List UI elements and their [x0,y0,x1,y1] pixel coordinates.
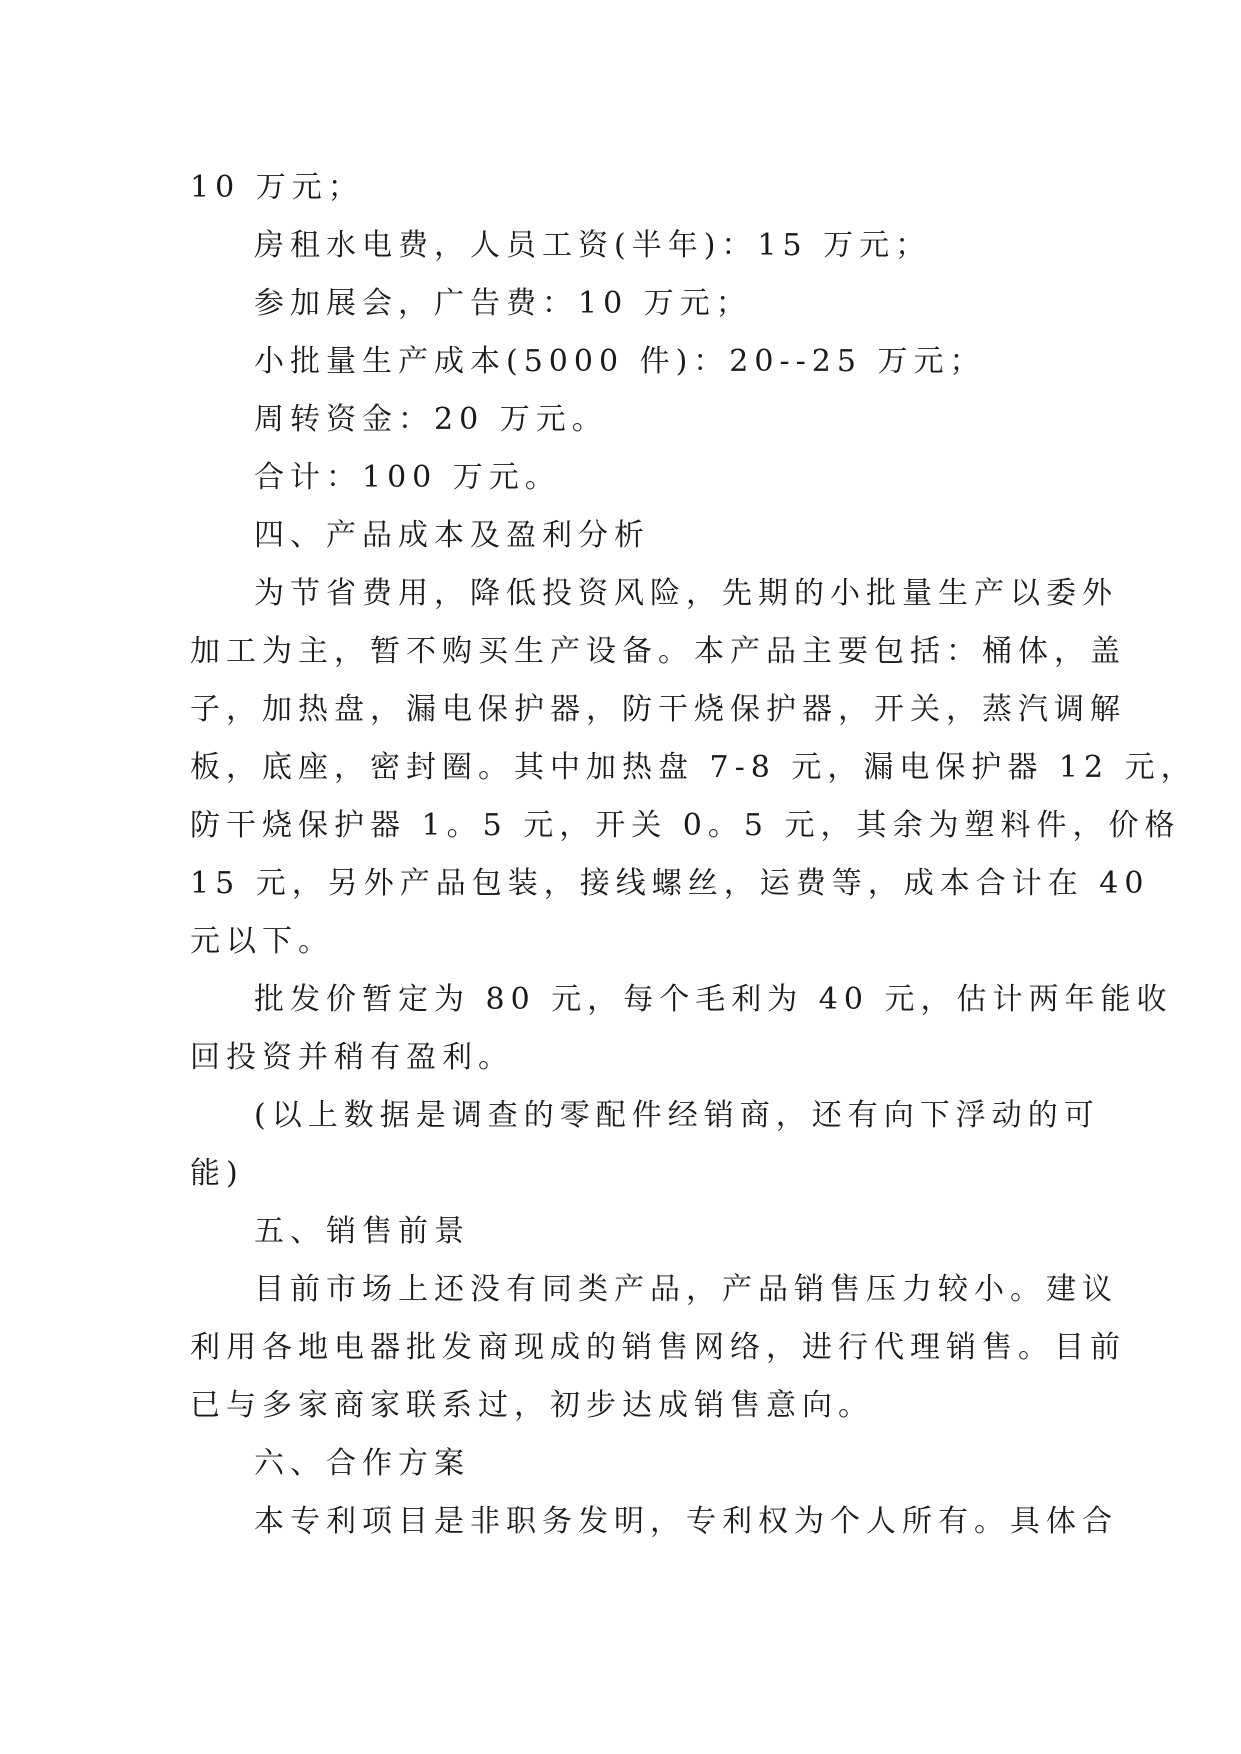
text-line: 10 万元； [190,170,364,205]
text-line: 本专利项目是非职务发明，专利权为个人所有。具体合 [254,1504,1118,1539]
paragraph [190,1435,1050,1493]
paragraph [190,333,1050,391]
document-body [190,159,1197,1551]
text-line: 防干烧保护器 1。5 元，开关 0。5 元，其余为塑料件，价格 [190,808,1181,843]
text-line: 目前市场上还没有同类产品，产品销售压力较小。建议 [254,1272,1118,1307]
text-line: 能) [190,1156,244,1191]
paragraph [190,217,1050,275]
text-line: 六、合作方案 [254,1446,470,1481]
paragraph [190,507,1050,565]
text-line: 15 元，另外产品包装，接线螺丝，运费等，成本合计在 40 [190,866,1150,901]
text-line: 加工为主，暂不购买生产设备。本产品主要包括：桶体，盖 [190,634,1126,669]
text-line: 周转资金：20 万元。 [254,402,608,437]
text-line: 利用各地电器批发商现成的销售网络，进行代理销售。目前 [190,1330,1126,1365]
text-line: 子，加热盘，漏电保护器，防干烧保护器，开关，蒸汽调解 [190,692,1126,727]
paragraph [190,971,1173,1087]
paragraph [190,391,1050,449]
text-line: (以上数据是调查的零配件经销商，还有向下浮动的可 [254,1098,1100,1133]
text-line: 批发价暂定为 80 元，每个毛利为 40 元，估计两年能收 [254,982,1173,1017]
text-line: 板，底座，密封圈。其中加热盘 7-8 元，漏电保护器 12 元， [190,750,1197,785]
paragraph [190,1203,1050,1261]
paragraph [190,565,1197,971]
paragraph [190,1261,1126,1435]
text-line: 回投资并稍有盈利。 [190,1040,514,1075]
paragraph [190,1087,1100,1203]
paragraph [190,449,1050,507]
text-line: 合计：100 万元。 [254,460,561,495]
paragraph [190,159,1050,217]
text-line: 参加展会，广告费：10 万元； [254,286,752,321]
text-line: 房租水电费，人员工资(半年)：15 万元； [254,228,932,263]
text-line: 已与多家商家联系过，初步达成销售意向。 [190,1388,874,1423]
text-line: 小批量生产成本(5000 件)：20--25 万元； [254,344,986,379]
text-line: 五、销售前景 [254,1214,470,1249]
paragraph [190,275,1050,333]
text-line: 四、产品成本及盈利分析 [254,518,650,553]
text-line: 为节省费用，降低投资风险，先期的小批量生产以委外 [254,576,1118,611]
paragraph [190,1493,1118,1551]
text-line: 元以下。 [190,924,334,959]
